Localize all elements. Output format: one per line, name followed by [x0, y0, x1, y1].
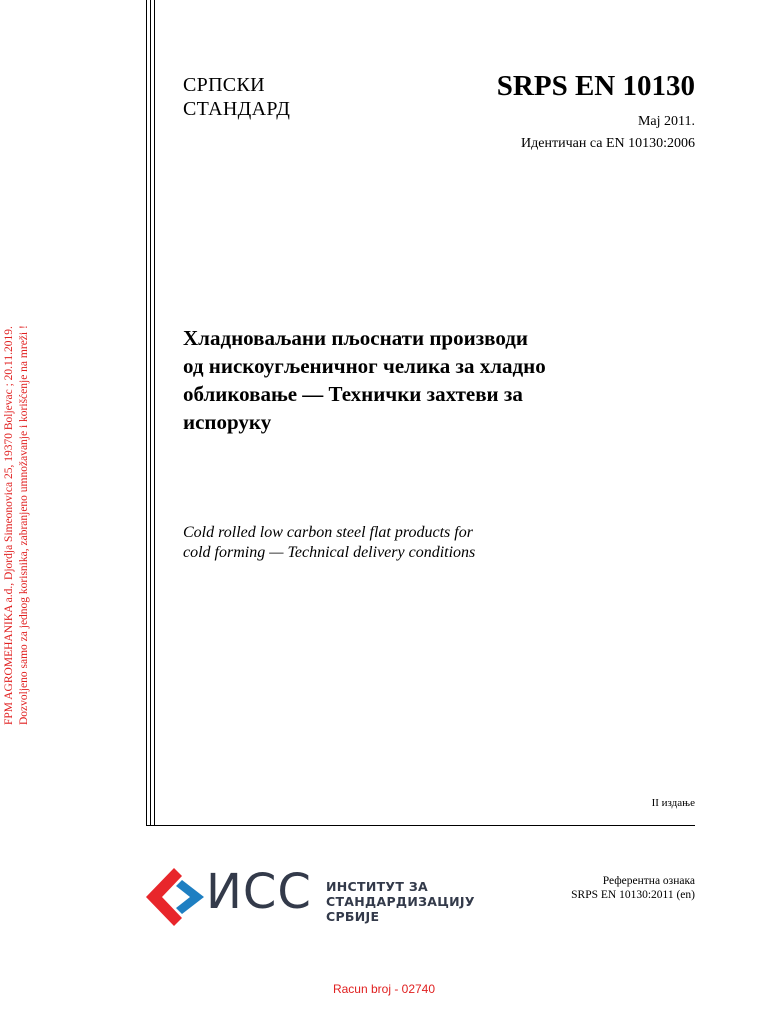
reference-code: SRPS EN 10130:2011 (en)	[571, 889, 695, 901]
license-watermark	[2, 305, 34, 725]
logo-name-line-2: СТАНДАРДИЗАЦИЈУ	[326, 894, 475, 909]
logo-abbreviation: ИСС	[206, 864, 312, 920]
standard-code: SRPS EN 10130	[496, 70, 695, 102]
publication-date: Мај 2011.	[637, 114, 695, 129]
frame-line-1	[146, 0, 147, 826]
identical-with: Идентичан са EN 10130:2006	[521, 136, 695, 151]
title-english-line: Cold rolled low carbon steel flat products for	[183, 524, 473, 541]
title-serbian-line: од нискоугљеничног челика за хладно	[183, 354, 546, 378]
frame-line-2	[150, 0, 151, 826]
title-serbian	[183, 324, 653, 436]
title-serbian-line: испоруку	[183, 410, 272, 434]
title-serbian-line: обликовање — Технички захтеви за	[183, 382, 523, 406]
footer-rule	[146, 825, 695, 826]
iss-logo-mark-icon	[146, 864, 204, 930]
logo-name-line-1: ИНСТИТУТ ЗА	[326, 879, 428, 894]
edition-label: II издање	[651, 797, 695, 809]
logo-name-line-3: СРБИЈЕ	[326, 909, 380, 924]
title-serbian-line: Хладноваљани пљоснати производи	[183, 326, 528, 350]
standard-label	[183, 73, 290, 121]
standard-label-line-2: СТАНДАРД	[183, 98, 291, 120]
title-english-line: cold forming — Technical delivery conditions	[183, 544, 476, 561]
watermark-line-1: FPM AGROMEHANIKA a.d., Djordja Simeonovica 25, 19370 Boljevac ; 20.11.2019.	[3, 326, 15, 725]
watermark-line-2: Dozvoljeno samo za jednog korisnika, zabranjeno umnožavanje i korišćenje na mreži !	[18, 325, 30, 725]
reference-label: Референтна ознака	[602, 875, 695, 887]
logo-blue-chevron	[176, 880, 204, 914]
reference-designation	[571, 874, 695, 902]
standard-label-line-1: СРПСКИ	[183, 74, 265, 96]
title-english	[183, 523, 603, 563]
logo-red-chevron	[146, 868, 182, 926]
iss-logo	[146, 860, 475, 936]
invoice-number: Racun broj - 02740	[332, 982, 436, 996]
logo-institute-name	[326, 879, 475, 924]
frame-line-3	[154, 0, 155, 826]
